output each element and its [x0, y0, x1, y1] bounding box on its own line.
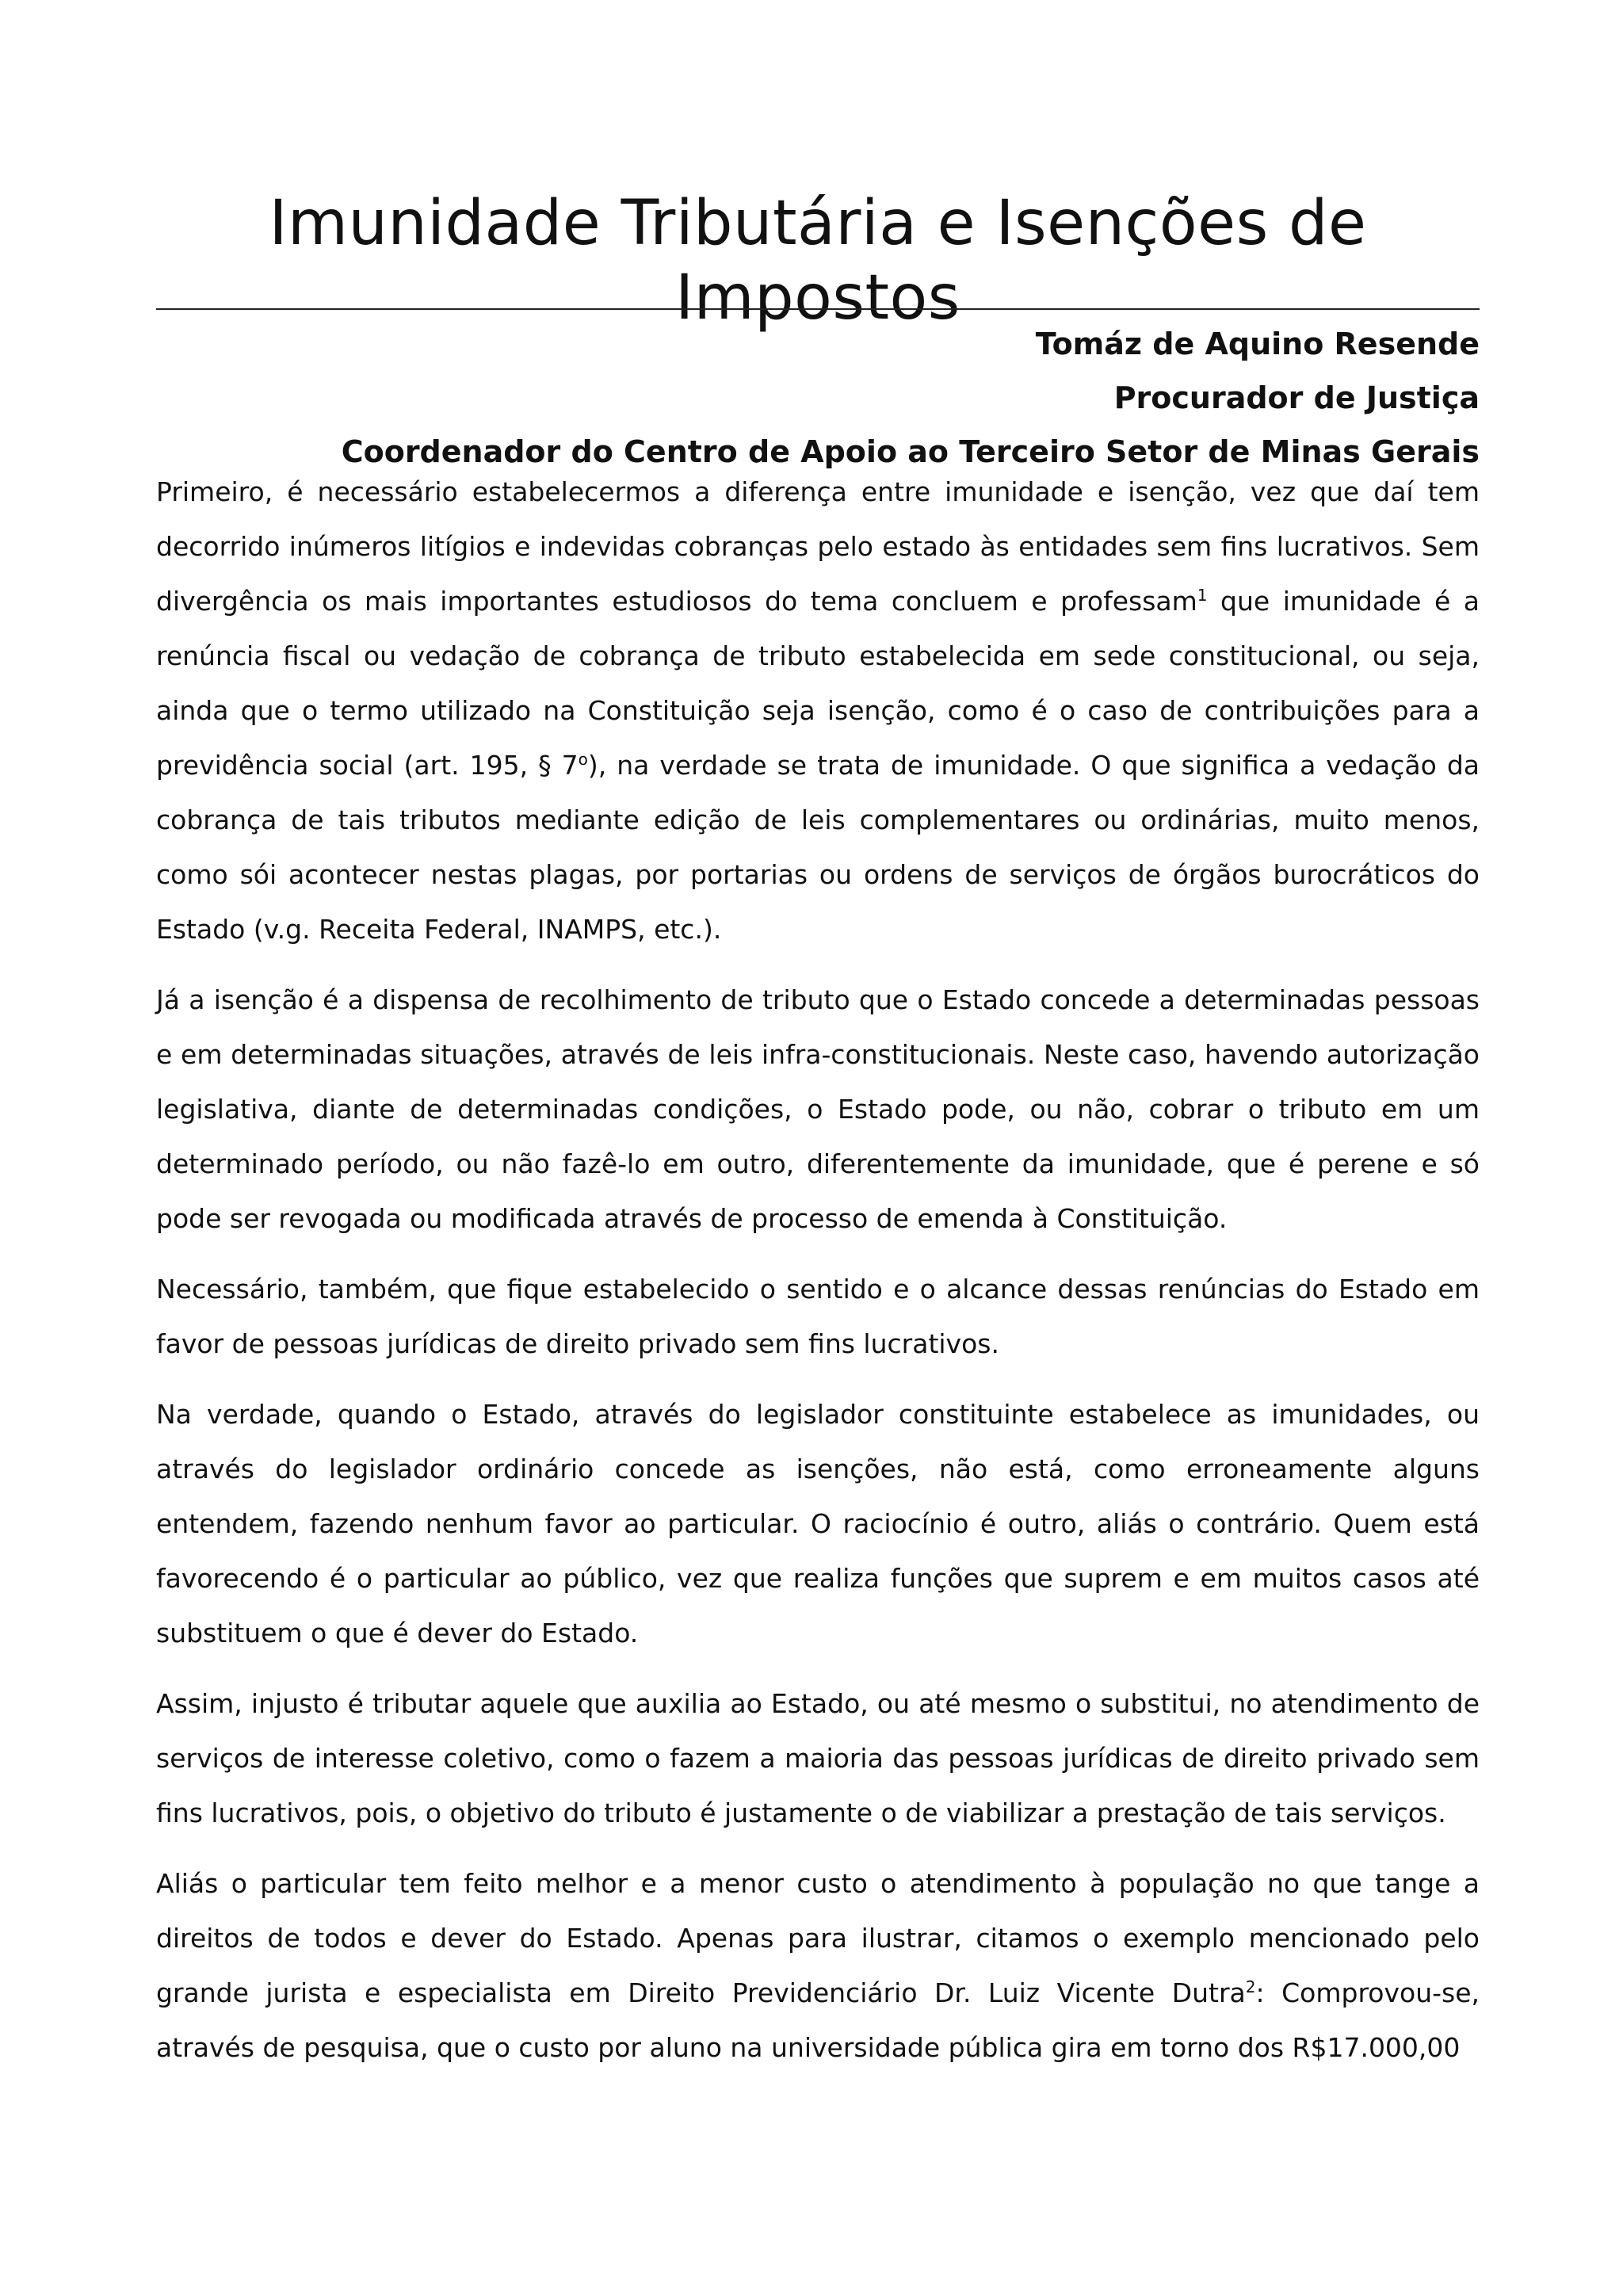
document-body: [156, 464, 1480, 2091]
author-name: Tomáz de Aquino Resende: [1035, 327, 1480, 361]
paragraph-6-part-b: : Comprovou-se, através de pesquisa, que o custo por aluno na universidade pública gira em torno dos R$17.000,00: [156, 1977, 1480, 2063]
paragraph-3: Necessário, também, que fique estabelecido o sentido e o alcance dessas renúncias do Estado em favor de pessoas jurídicas de direito privado sem fins lucrativos.: [156, 1274, 1480, 1359]
paragraph-6: [156, 1856, 1480, 2075]
paragraph-1: [156, 464, 1480, 957]
paragraph-6-part-a: Aliás o particular tem feito melhor e a menor custo o atendimento à população no que tange a direitos de todos e dever do Estado. Apenas para ilustrar, citamos o exemplo mencionado pelo grande jurista e especialista em Direito Previdenciário Dr. Luiz Vicente Dutra: [156, 1868, 1480, 2008]
author-role: Procurador de Justiça: [1113, 380, 1480, 415]
paragraph-1-part-a: Primeiro, é necessário estabelecermos a diferença entre imunidade e isenção, vez que daí tem decorrido inúmeros litígios e indevidas cobranças pelo estado às entidades sem fins lucrativos. Sem divergência os mais importantes estudiosos do tema concluem e professam: [156, 476, 1480, 617]
footnote-ref-2: 2: [1245, 1977, 1256, 1996]
document-title: Imunidade Tributária e Isenções de Impostos: [269, 188, 1367, 334]
paragraph-1-part-b: que imunidade é a renúncia fiscal ou vedação de cobrança de tributo estabelecida em sede constitucional, ou seja, ainda que o termo utilizado na Constituição seja isenção, como é o caso de contribuições para a previdência social (art. 195, § 7: [156, 586, 1480, 781]
footnote-ref-1: 1: [1197, 586, 1208, 605]
author-position: Coordenador do Centro de Apoio ao Terceiro Setor de Minas Gerais: [341, 434, 1480, 469]
author-block: [156, 317, 1480, 479]
paragraph-4: Na verdade, quando o Estado, através do legislador constituinte estabelece as imunidades, ou através do legislador ordinário concede as isenções, não está, como erroneamente alguns entendem, fazendo nenhum favor ao particular. O raciocínio é outro, aliás o contrário. Quem está favorecendo é o particular ao público, vez que realiza funções que suprem e em muitos casos até substituem o que é dever do Estado.: [156, 1399, 1480, 1648]
paragraph-2: Já a isenção é a dispensa de recolhimento de tributo que o Estado concede a determinadas pessoas e em determinadas situações, através de leis infra-constitucionais. Neste caso, havendo autorização legislativa, diante de determinadas condições, o Estado pode, ou não, cobrar o tributo em um determinado período, ou não fazê-lo em outro, diferentemente da imunidade, que é perene e só pode ser revogada ou modificada através de processo de emenda à Constituição.: [156, 984, 1480, 1234]
title-divider: [156, 308, 1480, 310]
degree-mark: o: [578, 750, 588, 769]
paragraph-5: Assim, injusto é tributar aquele que auxilia ao Estado, ou até mesmo o substitui, no atendimento de serviços de interesse coletivo, como o fazem a maioria das pessoas jurídicas de direito privado sem fins lucrativos, pois, o objetivo do tributo é justamente o de viabilizar a prestação de tais serviços.: [156, 1688, 1480, 1828]
paragraph-1-part-c: ), na verdade se trata de imunidade. O que significa a vedação da cobrança de tais tributos mediante edição de leis complementares ou ordinárias, muito menos, como sói acontecer nestas plagas, por portarias ou ordens de serviços de órgãos burocráticos do Estado (v.g. Receita Federal, INAMPS, etc.).: [156, 750, 1480, 945]
